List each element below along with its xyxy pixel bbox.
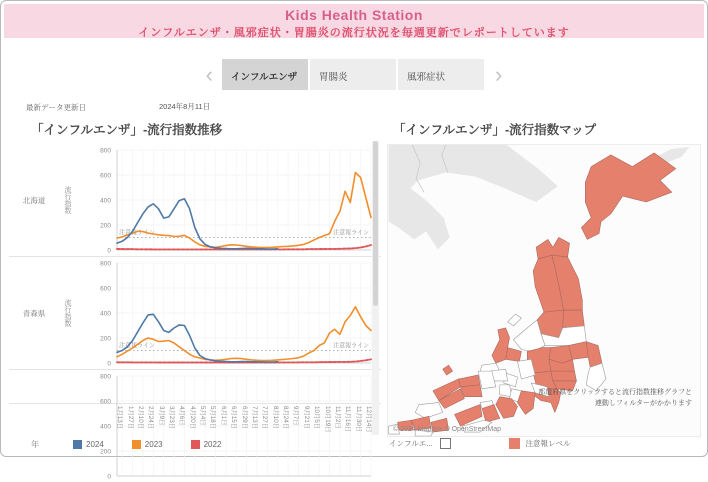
map-region-tokyo[interactable] — [551, 371, 577, 381]
svg-text:200: 200 — [100, 448, 111, 456]
x-tick-label: 2月10日 — [136, 406, 144, 430]
x-tick-label: 5月4日 — [199, 406, 207, 426]
svg-text:注意報ライン: 注意報ライン — [333, 230, 369, 237]
svg-text:注意報ライン: 注意報ライン — [119, 230, 155, 237]
map-title: 「インフルエンザ」-流行指数マップ — [393, 123, 597, 137]
region-label — [9, 370, 59, 403]
year-legend — [31, 439, 249, 450]
app-subtitle: インフルエンザ・風邪症状・胃腸炎の流行状況を毎週更新でレポートしています — [138, 27, 570, 39]
legend-label: 2024 — [86, 440, 104, 449]
svg-text:800: 800 — [100, 373, 111, 381]
svg-text:0: 0 — [107, 360, 111, 368]
legend-label: 2022 — [203, 440, 222, 449]
map-note-line1: 都道府県をクリックすると流行指数推移グラフと — [538, 389, 692, 397]
legend-swatch — [191, 440, 200, 449]
chevron-left-icon[interactable]: ‹ — [205, 61, 213, 87]
x-tick-label: 4月20日 — [188, 406, 196, 430]
svg-text:0: 0 — [107, 247, 111, 255]
x-tick-label: 9月21日 — [302, 406, 310, 430]
alert-level-label: 注意報レベル — [525, 439, 571, 448]
trend-charts — [9, 144, 381, 481]
legend-swatch — [132, 440, 141, 449]
x-tick-label: 12月14日 — [365, 406, 372, 433]
legend-item-2024[interactable] — [73, 440, 104, 449]
map-region-mie[interactable] — [517, 391, 535, 415]
x-tick-label: 1月27日 — [126, 406, 134, 430]
tab-bar — [1, 59, 707, 90]
map-region-toyama[interactable] — [506, 348, 522, 362]
map-section — [387, 120, 701, 437]
y-axis-label: 流行指数 — [64, 186, 71, 214]
map-region-yamaguchi[interactable] — [415, 403, 443, 419]
x-tick-label: 11月2日 — [333, 406, 341, 429]
x-tick-label: 6月29日 — [240, 406, 248, 430]
chart-row-hokkaido — [9, 144, 381, 257]
x-tick-label: 1月13日 — [116, 406, 124, 430]
map-attribution: © 2024 Mapbox © OpenStreetMap — [393, 426, 501, 433]
map-region-okayama[interactable] — [460, 385, 482, 397]
x-tick-label: 3月9日 — [157, 406, 165, 426]
vertical-scrollbar[interactable] — [372, 141, 379, 435]
x-tick-label: 9月7日 — [292, 406, 300, 426]
line-chart-aomori[interactable] — [75, 257, 375, 369]
x-tick-label: 8月10日 — [271, 406, 279, 430]
legend-label: 2023 — [144, 440, 163, 449]
y-axis-label: 流行指数 — [64, 299, 71, 327]
series-2023 — [117, 307, 371, 361]
x-tick-label: 2月24日 — [147, 406, 155, 430]
svg-text:400: 400 — [100, 310, 111, 318]
svg-text:注意報ライン: 注意報ライン — [333, 343, 369, 350]
app-title: Kids Health Station — [285, 7, 423, 23]
map-region-ibaraki[interactable] — [586, 342, 602, 368]
map-filter-label: インフルエ... — [389, 439, 433, 448]
map-region-chiba[interactable] — [586, 363, 606, 391]
line-chart-hokkaido[interactable] — [75, 144, 375, 256]
svg-text:600: 600 — [100, 172, 111, 180]
tab-cold-symptoms[interactable]: 風邪症状 — [398, 59, 484, 90]
page-header — [4, 4, 704, 38]
svg-text:800: 800 — [100, 147, 111, 155]
svg-text:800: 800 — [100, 260, 111, 268]
map-region-hokkaido[interactable] — [581, 153, 675, 240]
x-tick-label: 10月5日 — [313, 406, 321, 430]
svg-text:600: 600 — [100, 285, 111, 293]
map-region-sado[interactable] — [508, 314, 522, 326]
map-note — [538, 388, 692, 410]
map-legend — [389, 438, 570, 449]
svg-text:400: 400 — [100, 197, 111, 205]
trend-section — [9, 120, 381, 481]
map-region-miyagi[interactable] — [563, 310, 585, 328]
legend-item-2023[interactable] — [132, 440, 163, 449]
x-tick-label: 3月23日 — [168, 406, 176, 430]
x-tick-label: 11月16日 — [344, 406, 352, 433]
map-note-line2: 連動しフィルターがかかります — [594, 400, 692, 408]
chevron-right-icon[interactable]: › — [495, 61, 503, 87]
region-label: 北海道 — [22, 195, 46, 205]
svg-text:注意報ライン: 注意報ライン — [119, 343, 155, 350]
map-region-osaka[interactable] — [500, 385, 512, 397]
svg-text:0: 0 — [107, 473, 111, 481]
x-tick-label: 6月1日 — [219, 406, 227, 426]
update-date-value: 2024年8月11日 — [159, 102, 211, 111]
filter-checkbox[interactable] — [440, 438, 451, 449]
x-tick-label: 5月18日 — [209, 406, 217, 430]
scrollbar-thumb[interactable] — [373, 141, 378, 306]
x-tick-label: 4月6日 — [178, 406, 186, 426]
x-tick-label: 7月27日 — [261, 406, 269, 430]
x-tick-label: 10月19日 — [323, 406, 331, 433]
x-tick-label: 11月30日 — [354, 406, 362, 433]
alert-level-swatch — [509, 438, 520, 449]
svg-text:400: 400 — [100, 423, 111, 431]
svg-text:600: 600 — [100, 398, 111, 406]
legend-item-2022[interactable] — [191, 440, 222, 449]
region-label: 青森県 — [22, 308, 46, 318]
trend-title: 「インフルエンザ」-流行指数推移 — [31, 123, 223, 137]
map-region-oki[interactable] — [443, 365, 453, 375]
year-legend-title: 年 — [31, 440, 39, 449]
tab-gastroenteritis[interactable]: 胃腸炎 — [310, 59, 396, 90]
foreign-landmass — [389, 145, 558, 249]
japan-map[interactable] — [387, 144, 701, 437]
chart-row-aomori — [9, 257, 381, 370]
x-tick-label: 6月15日 — [230, 406, 238, 430]
x-tick-label: 8月24日 — [282, 406, 290, 430]
x-tick-label: 7月13日 — [250, 406, 258, 430]
svg-text:200: 200 — [100, 222, 111, 230]
svg-text:200: 200 — [100, 335, 111, 343]
legend-swatch — [73, 440, 82, 449]
tab-influenza[interactable]: インフルエンザ — [222, 59, 308, 90]
update-date-label: 最新データ更新日 — [26, 103, 86, 112]
y-axis-label — [59, 370, 75, 403]
series-2024 — [117, 199, 278, 249]
